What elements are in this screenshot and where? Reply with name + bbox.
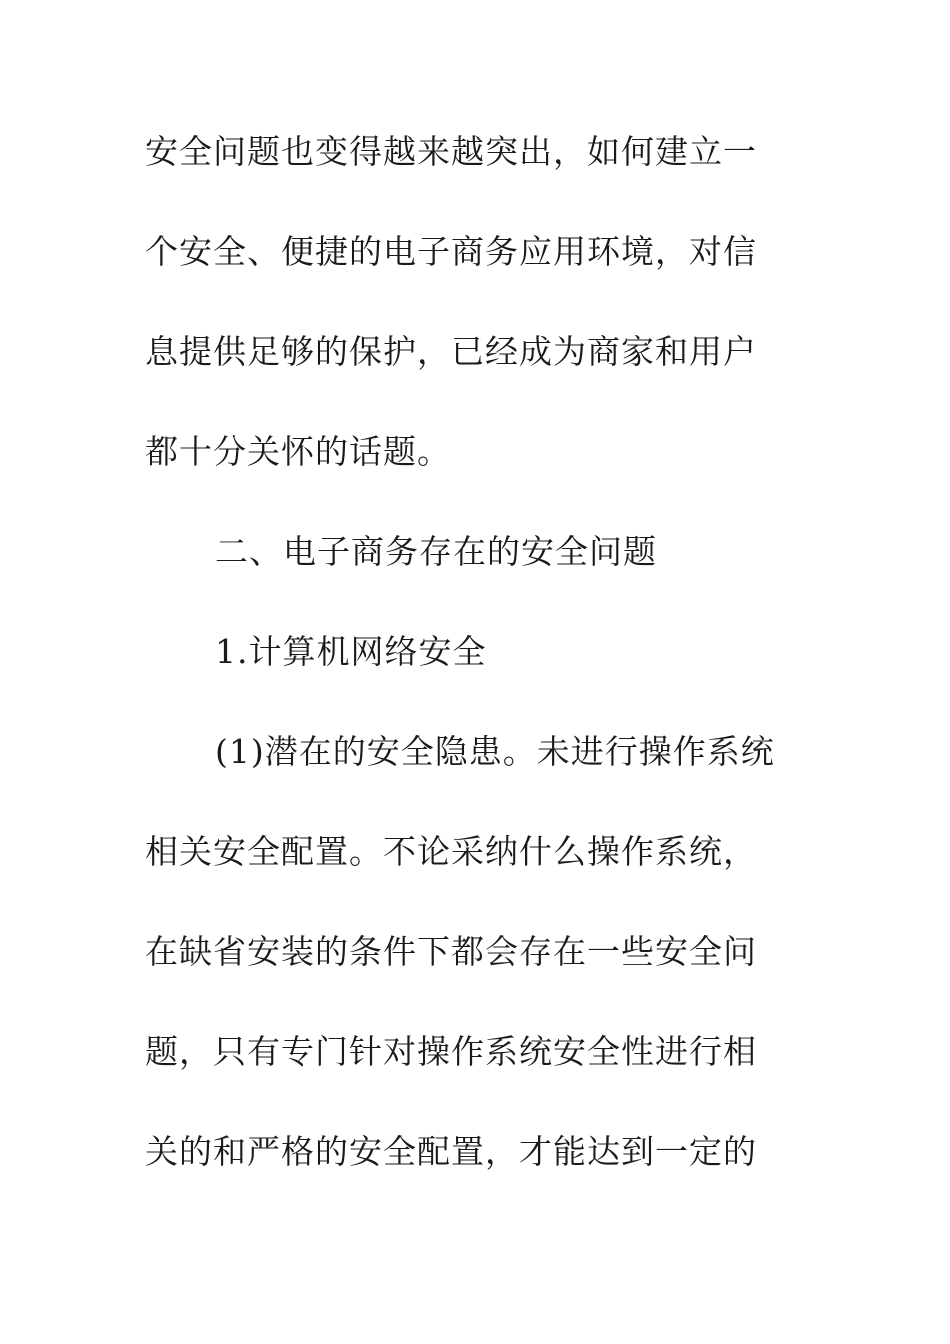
- paragraph-line-2: 个安全、便捷的电子商务应用环境，对信: [145, 232, 757, 271]
- subsection-heading: 1.计算机网络安全: [215, 632, 487, 671]
- paragraph-line-5: (1)潜在的安全隐患。未进行操作系统: [215, 732, 775, 771]
- paragraph-line-6: 相关安全配置。不论采纳什么操作系统，: [145, 832, 757, 871]
- paragraph-line-1: 安全问题也变得越来越突出，如何建立一: [145, 132, 757, 171]
- paragraph-line-4: 都十分关怀的话题。: [145, 432, 451, 471]
- paragraph-line-8: 题，只有专门针对操作系统安全性进行相: [145, 1032, 757, 1071]
- paragraph-line-7: 在缺省安装的条件下都会存在一些安全问: [145, 932, 757, 971]
- paragraph-line-3: 息提供足够的保护，已经成为商家和用户: [145, 332, 757, 371]
- paragraph-line-9: 关的和严格的安全配置，才能达到一定的: [145, 1132, 757, 1171]
- section-heading: 二、电子商务存在的安全问题: [215, 532, 657, 571]
